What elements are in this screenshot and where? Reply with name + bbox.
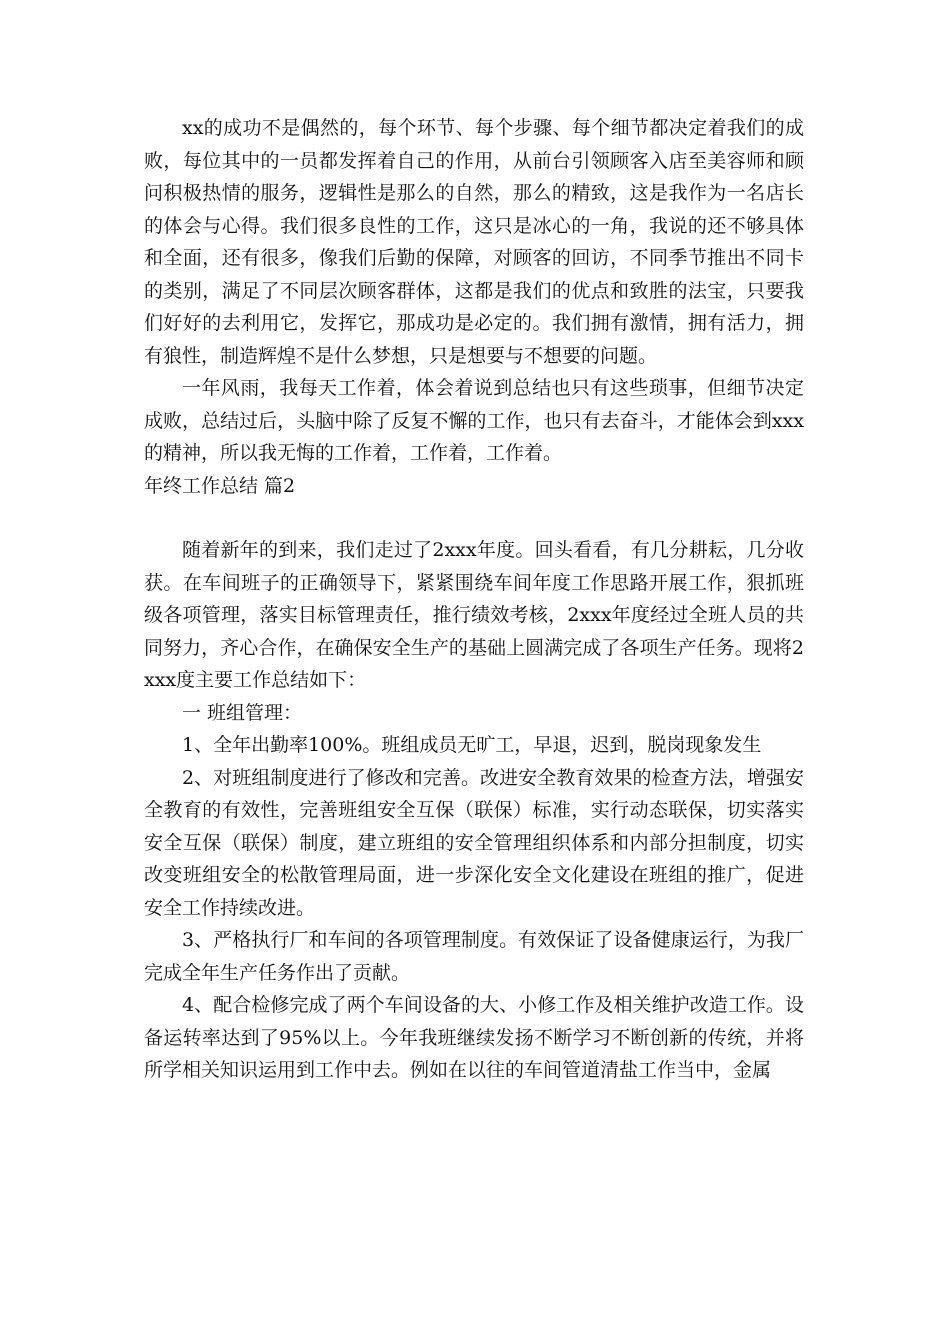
document-body (144, 112, 804, 1087)
list-item-1: 1、全年出勤率100%。班组成员无旷工，早退，迟到，脱岗现象发生 (182, 734, 762, 756)
section-heading: 年终工作总结 篇2 (144, 474, 296, 497)
list-item-3: 3、严格执行厂和车间的各项管理制度。有效保证了设备健康运行，为我厂完成全年生产任务作出了贡献。 (144, 929, 804, 984)
paragraph-success: xx的成功不是偶然的，每个环节、每个步骤、每个细节都决定着我们的成败，每位其中的一员都发挥着自己的作用，从前台引领顾客入店至美容师和顾问积极热情的服务，逻辑性是那么的自然，那么的精致，这是我作为一名店长的体会与心得。我们很多良性的工作，这只是冰心的一角，我说的还不够具体和全面，还有很多，像我们后勤的保障，对顾客的回访，不同季节推出不同卡的类别，满足了不同层次顾客群体，这都是我们的优点和致胜的法宝，只要我们好好的去利用它，发挥它，那成功是必定的。我们拥有激情，拥有活力，拥有狼性，制造辉煌不是什么梦想，只是想要与不想要的问题。 (144, 117, 804, 367)
paragraph-intro: 随着新年的到来，我们走过了2xxx年度。回头看看，有几分耕耘，几分收获。在车间班子的正确领导下，紧紧围绕车间年度工作思路开展工作，狠抓班级各项管理，落实目标管理责任，推行绩效考核，2xxx年度经过全班人员的共同努力，齐心合作，在确保安全生产的基础上圆满完成了各项生产任务。现将2xxx度主要工作总结如下： (144, 539, 804, 691)
subheading-team-management: 一 班组管理： (182, 701, 303, 724)
blank-line (144, 502, 804, 534)
paragraph-year-summary: 一年风雨，我每天工作着，体会着说到总结也只有这些琐事，但细节决定成败，总结过后，头脑中除了反复不懈的工作，也只有去奋斗，才能体会到xxx的精神，所以我无悔的工作着，工作着，工作着。 (144, 377, 804, 464)
list-item-4: 4、配合检修完成了两个车间设备的大、小修工作及相关维护改造工作。设备运转率达到了95%以上。今年我班继续发扬不断学习不断创新的传统，并将所学相关知识运用到工作中去。例如在以往的车间管道清盐工作当中，金属 (144, 994, 804, 1081)
list-item-2: 2、对班组制度进行了修改和完善。改进安全教育效果的检查方法，增强安全教育的有效性，完善班组安全互保（联保）标准，实行动态联保，切实落实安全互保（联保）制度，建立班组的安全管理组织体系和内部分担制度，切实改变班组安全的松散管理局面，进一步深化安全文化建设在班组的推广，促进安全工作持续改进。 (144, 766, 804, 919)
